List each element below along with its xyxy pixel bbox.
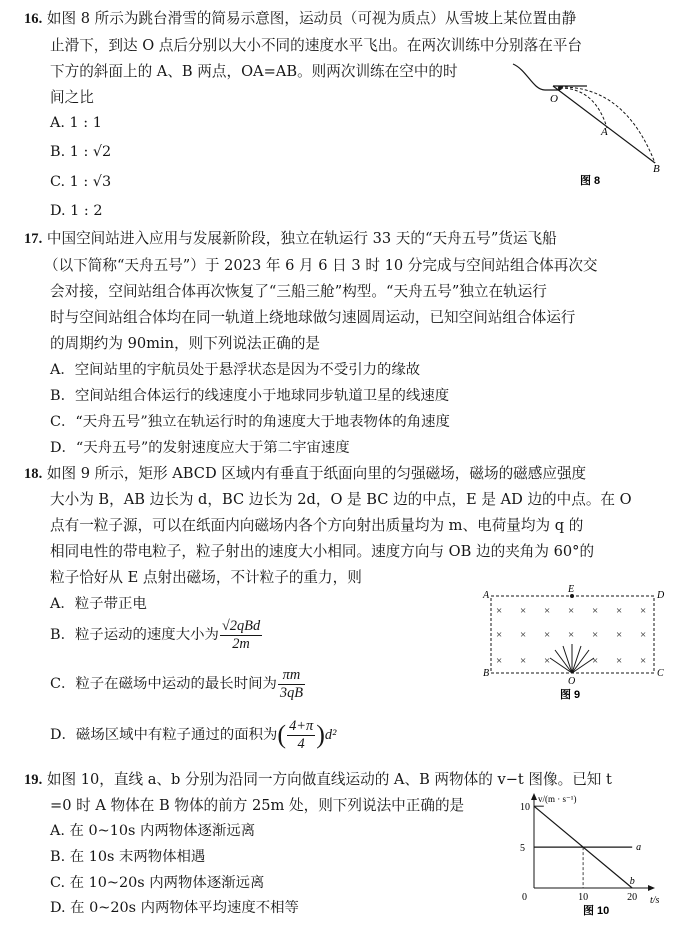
figure-label: C bbox=[657, 668, 664, 679]
field-mark: × bbox=[640, 605, 647, 617]
question-line: 时与空间站组合体均在同一轨道上绕地球做匀速圆周运动，已知空间站组合体运行 bbox=[50, 309, 576, 326]
field-mark: × bbox=[520, 629, 527, 641]
figure-caption: 图 8 bbox=[580, 175, 601, 187]
field-mark: × bbox=[520, 605, 527, 617]
figure-9-magnetic-field bbox=[480, 584, 668, 706]
field-mark: × bbox=[496, 655, 503, 667]
field-mark: × bbox=[592, 605, 599, 617]
field-mark: × bbox=[496, 629, 503, 641]
figure-label: O bbox=[550, 93, 558, 105]
field-mark: × bbox=[496, 605, 503, 617]
question-line: 如图 8 所示为跳台滑雪的简易示意图，运动员（可视为质点）从雪坡上某位置由静 bbox=[46, 10, 577, 27]
figure-label: O bbox=[568, 676, 576, 687]
field-mark: × bbox=[616, 629, 623, 641]
x-tick-label: 10 bbox=[578, 892, 589, 903]
question-line: 粒子恰好从 E 点射出磁场，不计粒子的重力，则 bbox=[50, 569, 362, 586]
figure-label: B bbox=[653, 163, 660, 175]
field-mark: × bbox=[544, 655, 551, 667]
x-tick-label: 0 bbox=[522, 892, 527, 903]
question-line: 点有一粒子源，可以在纸面内向磁场内各个方向射出质量均为 m、电荷量均为 q 的 bbox=[50, 517, 584, 534]
question-line: 下方的斜面上的 A、B 两点，OA=AB。则两次训练在空中的时 bbox=[50, 63, 458, 80]
field-mark: × bbox=[616, 605, 623, 617]
field-mark: × bbox=[568, 629, 575, 641]
question-line: 会对接，空间站组合体再次恢复了“三船三舱”构型。“天舟五号”独立在轨运行 bbox=[50, 283, 547, 300]
question-line: 相同电性的带电粒子，粒子射出的速度大小相同。速度方向与 OB 边的夹角为 60°的 bbox=[50, 543, 595, 560]
y-axis-label: v/(m · s⁻¹) bbox=[538, 794, 577, 804]
series-label-b: b bbox=[629, 876, 635, 887]
question-line: 如图 9 所示，矩形 ABCD 区域内有垂直于纸面向里的匀强磁场，磁场的磁感应强度 bbox=[46, 465, 587, 482]
question-line: 中国空间站进入应用与发展新阶段，独立在轨运行 33 天的“天舟五号”货运飞船 bbox=[46, 230, 557, 247]
question-line: 大小为 B，AB 边长为 d，BC 边长为 2d，O 是 BC 边的中点，E 是 AD 边的中点。在 O bbox=[50, 491, 632, 508]
option-b[interactable]: B. 在 10s 末两物体相遇 bbox=[50, 849, 206, 865]
option-c[interactable]: C. 1 : √3 bbox=[50, 174, 112, 190]
question-line: =0 时 A 物体在 B 物体的前方 25m 处，则下列说法中正确的是 bbox=[50, 797, 465, 814]
question-line: 止滑下，到达 O 点后分别以大小不同的速度水平飞出。在两次训练中分别落在平台 bbox=[50, 37, 583, 54]
question-line: （以下简称“天舟五号”）于 2023 年 6 月 6 日 3 时 10 分完成与空间站组合体再次交 bbox=[44, 257, 598, 274]
y-tick-label: 5 bbox=[520, 843, 525, 855]
option-c[interactable]: C. 在 10~20s 内两物体逐渐远离 bbox=[50, 875, 265, 891]
field-mark: × bbox=[544, 605, 551, 617]
figure-label: A bbox=[601, 126, 608, 138]
figure-8-ski-jump bbox=[505, 58, 675, 188]
question-number: 19. bbox=[24, 772, 43, 788]
field-mark: × bbox=[640, 629, 647, 641]
question-number: 18. bbox=[24, 466, 43, 482]
y-axis-arrow bbox=[531, 793, 537, 800]
option-c[interactable]: C．粒子在磁场中运动的最长时间为 $\frac{\pi m}{3qB}$ bbox=[50, 666, 304, 701]
y-tick-label: 10 bbox=[520, 802, 530, 814]
question-number: 16. bbox=[24, 11, 43, 27]
option-d[interactable]: D．“天舟五号”的发射速度应大于第二宇宙速度 bbox=[50, 440, 350, 456]
option-a[interactable]: A. 1 : 1 bbox=[50, 115, 102, 131]
field-mark: × bbox=[592, 655, 599, 667]
x-axis-label: t/s bbox=[650, 895, 660, 906]
option-b[interactable]: B．粒子运动的速度大小为 $\frac{\text{√2qBd}}{2m}$ bbox=[50, 617, 261, 652]
figure-caption: 图 9 bbox=[560, 689, 581, 701]
question-line: 如图 10，直线 a、b 分别为沿同一方向做直线运动的 A、B 两物体的 v−t 图像。已知 t bbox=[46, 771, 612, 788]
question-line: 的周期约为 90min，则下列说法正确的是 bbox=[50, 335, 321, 352]
option-d[interactable]: D. 1 : 2 bbox=[50, 203, 103, 219]
x-tick-label: 20 bbox=[627, 892, 638, 903]
option-d[interactable]: D．磁场区域中有粒子通过的面积为 ( $\frac{4+\pi}{4}$ ) d² bbox=[50, 717, 337, 752]
series-label-a: a bbox=[636, 842, 642, 854]
question-line: 间之比 bbox=[50, 89, 94, 106]
figure-label: B bbox=[483, 668, 490, 679]
figure-label: D bbox=[657, 590, 665, 601]
x-axis-arrow bbox=[648, 885, 655, 891]
figure-label: A bbox=[483, 590, 490, 601]
option-a[interactable]: A. 在 0~10s 内两物体逐渐远离 bbox=[50, 823, 256, 839]
fraction: $\frac{\text{√2qBd}}{2m}$ bbox=[221, 617, 261, 652]
field-mark: × bbox=[568, 605, 575, 617]
question-number: 17. bbox=[24, 231, 43, 247]
figure-10-vt-chart bbox=[510, 790, 678, 920]
field-mark: × bbox=[592, 629, 599, 641]
option-c[interactable]: C．“天舟五号”独立在轨运行时的角速度大于地表物体的角速度 bbox=[50, 414, 450, 430]
fraction: $\frac{4+\pi}{4}$ bbox=[289, 717, 314, 752]
field-mark: × bbox=[544, 629, 551, 641]
option-a[interactable]: A．粒子带正电 bbox=[50, 596, 147, 612]
fraction: $\frac{\pi m}{3qB}$ bbox=[279, 666, 304, 701]
figure-caption: 图 10 bbox=[583, 905, 610, 917]
field-mark: × bbox=[640, 655, 647, 667]
field-mark: × bbox=[616, 655, 623, 667]
option-a[interactable]: A．空间站里的宇航员处于悬浮状态是因为不受引力的缘故 bbox=[50, 362, 421, 378]
option-b[interactable]: B. 1 : √2 bbox=[50, 144, 112, 160]
option-b[interactable]: B．空间站组合体运行的线速度小于地球同步轨道卫星的线速度 bbox=[50, 388, 450, 404]
figure-label: E bbox=[568, 584, 575, 595]
option-d[interactable]: D. 在 0~20s 内两物体平均速度不相等 bbox=[50, 900, 299, 916]
field-mark: × bbox=[520, 655, 527, 667]
